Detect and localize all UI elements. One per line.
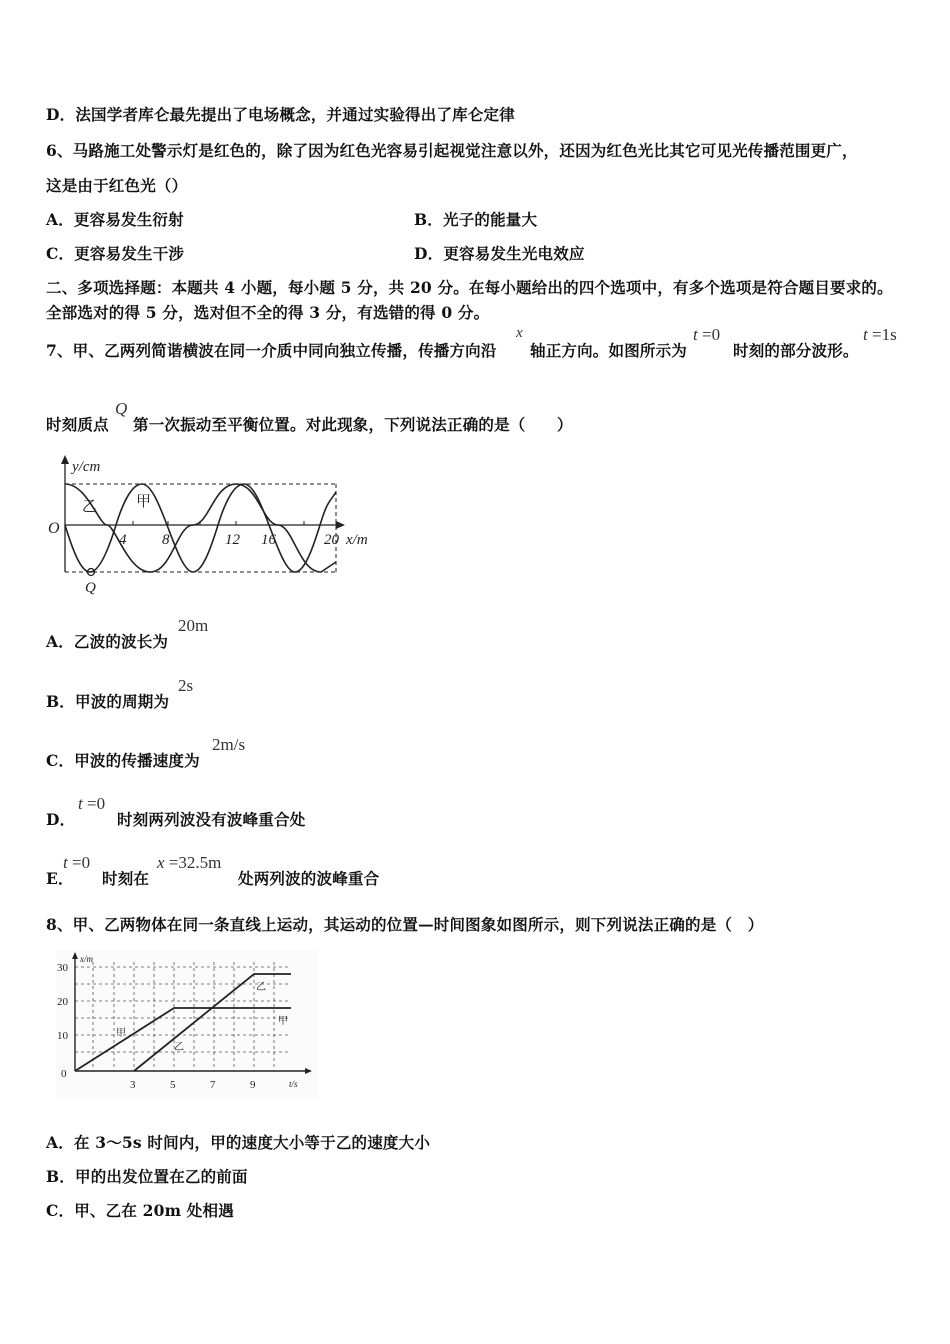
q7-option-d-math: t =0 — [78, 794, 106, 813]
q7-stem-part2: 轴正方向。如图所示为 — [530, 341, 688, 360]
x-tick-9: 9 — [250, 1079, 256, 1091]
q7-math-t0: t =0 — [693, 325, 721, 344]
q7-stem-part1: 7、甲、乙两列简谐横波在同一介质中同向独立传播，传播方向沿 — [46, 341, 497, 360]
x-tick-label-20: 20 — [324, 532, 339, 548]
q7-option-c-text[interactable]: C．甲波的传播速度为 — [46, 751, 200, 770]
q8-xt-figure — [56, 950, 318, 1100]
q8-option-c[interactable]: C．甲、乙在 20m 处相遇 — [46, 1201, 234, 1220]
line-jia-label-end: 甲 — [278, 1016, 288, 1027]
q7-option-b-text[interactable]: B．甲波的周期为 — [46, 692, 170, 711]
y-tick-30: 30 — [57, 962, 68, 974]
q7-math-q: Q — [115, 399, 128, 418]
q7-option-b-math: 2s — [178, 676, 194, 695]
origin-label: O — [48, 520, 60, 537]
y-axis-label: x/m — [80, 954, 93, 964]
q7-option-e-math2: x =32.5m — [157, 853, 222, 872]
q7-option-e-label[interactable]: E． — [46, 869, 74, 888]
section2-line2: 全部选对的得 5 分，选对但不全的得 3 分，有选错的得 0 分。 — [46, 303, 490, 322]
q7-option-d-label[interactable]: D． — [46, 810, 76, 829]
y-tick-20: 20 — [57, 996, 68, 1008]
q6-option-b[interactable]: B．光子的能量大 — [414, 210, 538, 229]
q7-option-c-math: 2m/s — [212, 735, 246, 754]
q8-option-a[interactable]: A．在 3～5s 时间内，甲的速度大小等于乙的速度大小 — [46, 1133, 431, 1152]
q7-math-t1: t =1s — [863, 325, 897, 344]
line-jia-label-mid: 甲 — [116, 1028, 126, 1039]
x-tick-label-8: 8 — [162, 532, 170, 548]
q7-wave-figure — [40, 452, 390, 600]
q7-option-a-math: 20m — [178, 616, 209, 635]
wave-jia-label: 甲 — [136, 494, 152, 510]
q7-stem2-part1: 时刻质点 — [46, 415, 109, 434]
origin-label: 0 — [61, 1068, 67, 1080]
q7-stem-part3: 时刻的部分波形。 — [733, 341, 859, 360]
wave-yi-curve — [65, 484, 336, 572]
q7-math-x: x — [516, 325, 523, 341]
x-tick-label-4: 4 — [119, 532, 127, 548]
q7-option-e-math1: t =0 — [63, 853, 91, 872]
q5-option-d[interactable]: D．法国学者库仑最先提出了电场概念，并通过实验得出了库仑定律 — [46, 105, 515, 124]
q8-stem: 8、甲、乙两物体在同一条直线上运动，其运动的位置—时间图象如图所示，则下列说法正确的是（ ） — [46, 915, 764, 934]
q6-option-d[interactable]: D．更容易发生光电效应 — [414, 244, 585, 263]
q6-option-a[interactable]: A．更容易发生衍射 — [46, 210, 184, 229]
y-axis-label: y/cm — [72, 459, 101, 475]
line-yi-label-end: 乙 — [256, 982, 266, 993]
q7-option-e-text1: 时刻在 — [102, 869, 150, 888]
x-axis-label: x/m — [346, 532, 368, 548]
q6-stem-line2: 这是由于红色光（） — [46, 176, 188, 195]
y-axis-arrow — [61, 455, 69, 464]
section2-line1: 二、多项选择题：本题共 4 小题，每小题 5 分，共 20 分。在每小题给出的四个选项中，有多个选项是符合题目要求的。 — [46, 278, 893, 297]
q6-option-c[interactable]: C．更容易发生干涉 — [46, 244, 185, 263]
x-tick-label-16: 16 — [261, 532, 276, 548]
x-tick-7: 7 — [210, 1079, 216, 1091]
point-q-label: Q — [85, 580, 96, 596]
wave-yi-label: 乙 — [82, 499, 98, 515]
x-axis-label: t/s — [289, 1079, 298, 1089]
wave-jia-curve — [65, 484, 336, 572]
x-tick-5: 5 — [170, 1079, 176, 1091]
q7-option-a-text[interactable]: A．乙波的波长为 — [46, 632, 169, 651]
q8-option-b[interactable]: B．甲的出发位置在乙的前面 — [46, 1167, 248, 1186]
y-tick-10: 10 — [57, 1030, 68, 1042]
line-yi-label-mid: 乙 — [174, 1042, 184, 1053]
q7-option-d-text: 时刻两列波没有波峰重合处 — [117, 810, 306, 829]
x-tick-3: 3 — [130, 1079, 136, 1091]
x-axis-arrow — [336, 521, 345, 529]
x-tick-label-12: 12 — [225, 532, 240, 548]
q7-stem2-part2: 第一次振动至平衡位置。对此现象，下列说法正确的是（ ） — [133, 415, 573, 434]
q6-stem-line1: 6、马路施工处警示灯是红色的，除了因为红色光容易引起视觉注意以外，还因为红色光比其它可见光传播范围更广， — [46, 141, 858, 160]
q7-option-e-text2: 处两列波的波峰重合 — [238, 869, 380, 888]
